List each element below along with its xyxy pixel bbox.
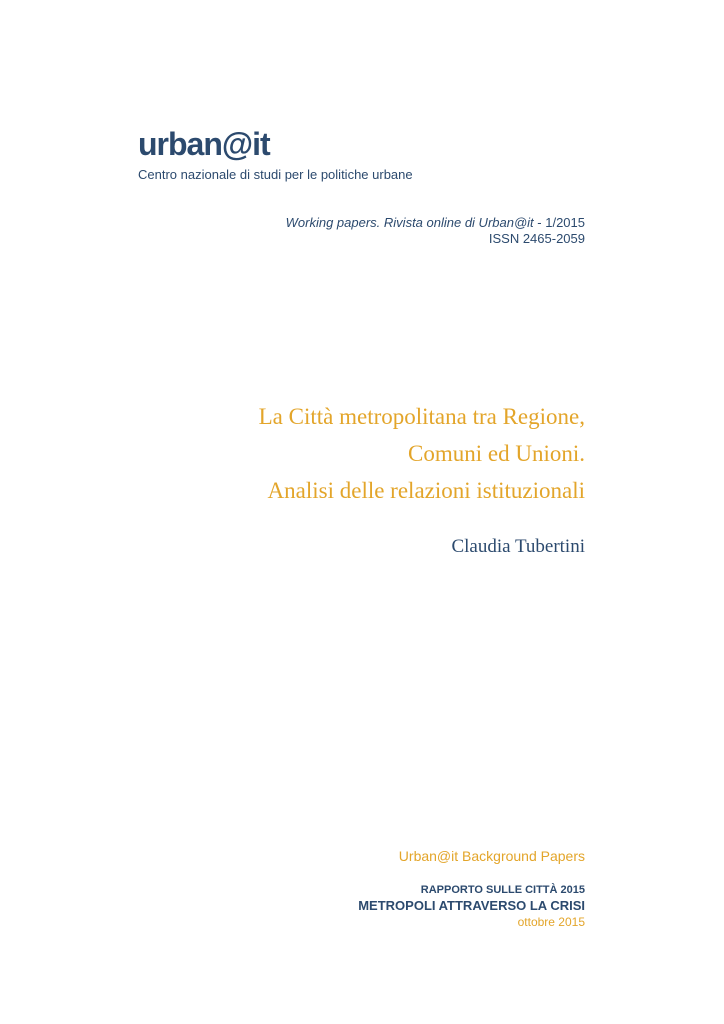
report-date: ottobre 2015	[517, 915, 585, 929]
paper-title	[259, 398, 585, 509]
title-line-2: Comuni ed Unioni.	[408, 441, 585, 466]
journal-name: Working papers. Rivista online di Urban@it	[285, 215, 534, 230]
journal-line	[286, 215, 585, 231]
logo-text-end: it	[252, 126, 270, 162]
tagline: Centro nazionale di studi per le politiche urbane	[138, 167, 413, 182]
report-title: METROPOLI ATTRAVERSO LA CRISI	[358, 898, 585, 913]
report-label: RAPPORTO SULLE CITTÀ 2015	[420, 884, 585, 896]
urbanit-logo	[138, 128, 270, 160]
collection-name: Urban@it Background Papers	[398, 848, 585, 864]
report-block	[358, 882, 585, 930]
series-info	[286, 215, 585, 247]
logo-text-main: urban	[138, 126, 222, 162]
logo-text-at: @	[221, 126, 253, 162]
journal-issue: - 1/2015	[533, 215, 585, 230]
issn: ISSN 2465-2059	[488, 231, 585, 246]
title-line-1: La Città metropolitana tra Regione,	[258, 404, 585, 429]
author-name: Claudia Tubertini	[451, 536, 585, 557]
title-line-3: Analisi delle relazioni istituzionali	[267, 478, 585, 503]
